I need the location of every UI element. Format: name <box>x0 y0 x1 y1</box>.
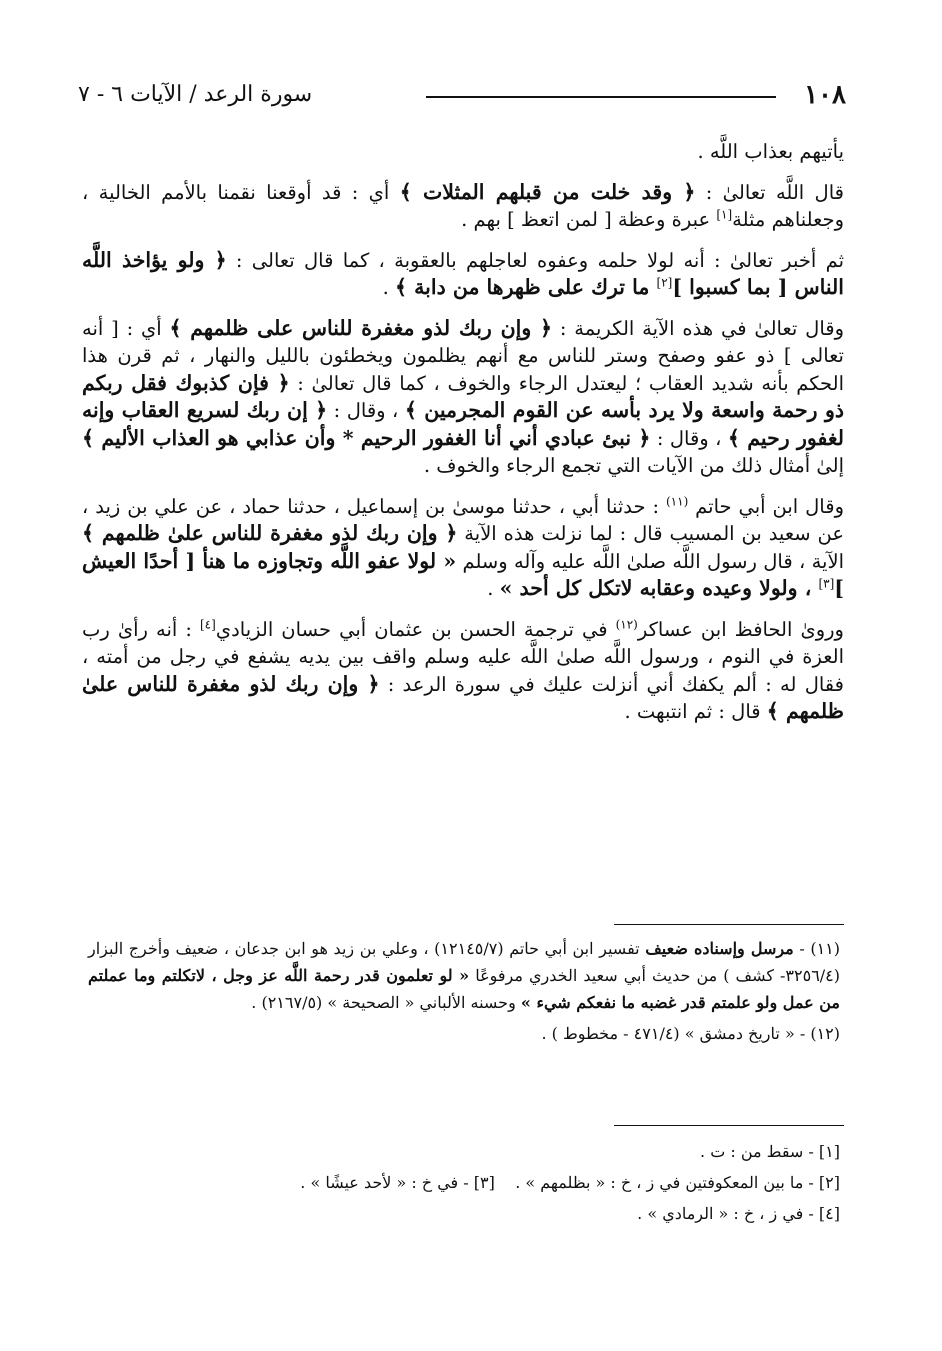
quran-quote: ﴿ وإن ربك لذو مغفرة للناس على ظلمهم ﴾ <box>169 315 553 340</box>
note-ref: [٤] <box>199 617 216 631</box>
paragraph-5: وقال ابن أبي حاتم $^{(١١)}$ : حدثنا أبي ، حدثنا موسىٰ بن إسماعيل ، حدثنا حماد ، عن علي بن زيد ، عن سعيد بن المسيب قال : لما نزلت هذه الآية ﴿ وإن ربك لذو مغفرة للناس علىٰ ظلمهم ﴾ الآية ، قال رسول اللَّه صلىٰ اللَّه عليه وآله وسلم « لولا عفو اللَّه وتجاوزه ما هنأ [ أحدًا العيش ][٣] ، ولولا وعيده وعقابه لاتكل كل أحد » . <box>82 494 844 600</box>
textnote-2-3: [٢] - ما بين المعكوفتين في ز ، خ : « بظلمهم » . [٣] - في خ : « لأحد عيشًا » . <box>300 1173 840 1192</box>
footnote-grade: مرسل وإسناده ضعيف <box>645 939 794 958</box>
note-ref: [٢] <box>656 275 673 290</box>
running-title: سورة الرعد / الآيات ٦ - ٧ <box>78 82 313 107</box>
paragraph-3: ثم أخبر تعالىٰ : أنه لولا حلمه وعفوه لعاجلهم بالعقوبة ، كما قال تعالى : ﴿ ولو يؤاخذ اللَّه الناس [ بما كسبوا ][٢] ما ترك على ظهرها من دابة ﴾ . <box>82 247 844 299</box>
hadith-quote: « لو تعلمون قدر رحمة اللَّه عز وجل ، لاتكلتم وما عملتم من عمل ولو علمتم قدر غضبه ما نفعكم شيء » <box>88 966 840 1012</box>
note-ref: [١] <box>716 207 733 222</box>
paragraph-4: وقال تعالىٰ في هذه الآية الكريمة : ﴿ وإن ربك لذو مغفرة للناس على ظلمهم ﴾ أي : [ أنه تعالى ] ذو عفو وصفح وستر للناس مع أنهم يظلمون ويخطئون بالليل والنهار ، ثم قرن هذا الحكم بأنه شديد العقاب ؛ ليعتدل الرجاء والخوف ، كما قال تعالىٰ : ﴿ فإن كذبوك فقل ربكم ذو رحمة واسعة ولا يرد بأسه عن القوم المجرمين ﴾ ، وقال : ﴿ إن ربك لسريع العقاب وإنه لغفور رحيم ﴾ ، وقال : ﴿ نبئ عبادي أني أنا الغفور الرحيم * وأن عذابي هو العذاب الأليم ﴾ إلىٰ أمثال ذلك من الآيات التي تجمع الرجاء والخوف . <box>82 315 845 477</box>
textnote-1: [١] - سقط من : ت . <box>700 1142 840 1161</box>
quran-quote: ﴿ نبئ عبادي أني أنا الغفور الرحيم * وأن عذابي هو العذاب الأليم ﴾ <box>82 425 651 450</box>
quran-quote: ﴿ وإن ربك لذو مغفرة للناس علىٰ ظلمهم ﴾ <box>82 521 458 545</box>
footnotes <box>88 935 840 1051</box>
quran-quote: ﴿ إن ربك لسريع العقاب وإنه لغفور رحيم ﴾ <box>82 398 844 450</box>
quran-quote: ﴿ وقد خلت من قبلهم المثلات ﴾ <box>399 179 696 204</box>
textnote-4: [٤] - في ز ، خ : « الرمادي » . <box>637 1204 840 1223</box>
footnote-ref: (١١) <box>665 494 689 508</box>
textual-notes <box>150 1136 840 1229</box>
quran-quote: ﴿ فإن كذبوك فقل ربكم ذو رحمة واسعة ولا يرد بأسه عن القوم المجرمين ﴾ <box>82 370 845 422</box>
quran-quote: ﴿ ولو يؤاخذ اللَّه الناس [ بما كسبوا ] <box>82 247 844 299</box>
hadith-quote: ، ولولا وعيده وعقابه لاتكل كل أحد » <box>499 576 819 600</box>
paragraph-1: يأتيهم بعذاب اللَّه . <box>697 140 844 163</box>
footnote-ref: (١٢) <box>615 617 638 631</box>
page-number: ١٠٨ <box>804 80 846 110</box>
footnote-12: (١٢) - « تاريخ دمشق » (٤٧١/٤ - مخطوط ) . <box>541 1024 840 1043</box>
quran-quote: ﴿ وإن ربك لذو مغفرة للناس علىٰ ظلمهم ﴾ <box>82 671 844 723</box>
hadith-quote: « لولا عفو اللَّه وتجاوزه ما هنأ [ أحدًا العيش ] <box>82 548 844 600</box>
paragraph-6: وروىٰ الحافظ ابن عساكر$^{(١٢)}$ في ترجمة الحسن بن عثمان أبي حسان الزيادي[٤] : أنه رأىٰ رب العزة في النوم ، ورسول اللَّه صلىٰ اللَّه عليه وسلم واقف بين يديه يشفع في رجل من أمته ، فقال له : ألم يكفك أني أنزلت عليك في سورة الرعد : ﴿ وإن ربك لذو مغفرة للناس علىٰ ظلمهم ﴾ قال : ثم انتبهت . <box>82 617 844 723</box>
paragraph-2: قال اللَّه تعالىٰ : ﴿ وقد خلت من قبلهم المثلات ﴾ أي : قد أوقعنا نقمنا بالأمم الخالية ، وجعلناهم مثلة[١] عبرة وعظة [ لمن اتعظ ] بهم . <box>82 179 844 231</box>
page-header <box>78 78 846 118</box>
footnote-rule <box>614 924 844 925</box>
note-ref: [٣] <box>818 576 835 591</box>
header-rule <box>426 96 776 98</box>
textnote-rule <box>614 1125 844 1126</box>
main-text <box>82 138 844 739</box>
quran-quote: ما ترك على ظهرها من دابة ﴾ <box>395 275 657 299</box>
footnote-11: (١١) - مرسل وإسناده ضعيف تفسير ابن أبي حاتم (١٢١٤٥/٧) ، وعلي بن زيد هو ابن جدعان ، ضعيف وأخرج البزار (٣٢٥٦/٤- كشف ) من حديث أبي سعيد الخدري مرفوعًا « لو تعلمون قدر رحمة اللَّه عز وجل ، لاتكلتم وما عملتم من عمل ولو علمتم قدر غضبه ما نفعكم شيء » وحسنه الألباني « الصحيحة » (٢١٦٧/٥) . <box>88 939 841 1012</box>
